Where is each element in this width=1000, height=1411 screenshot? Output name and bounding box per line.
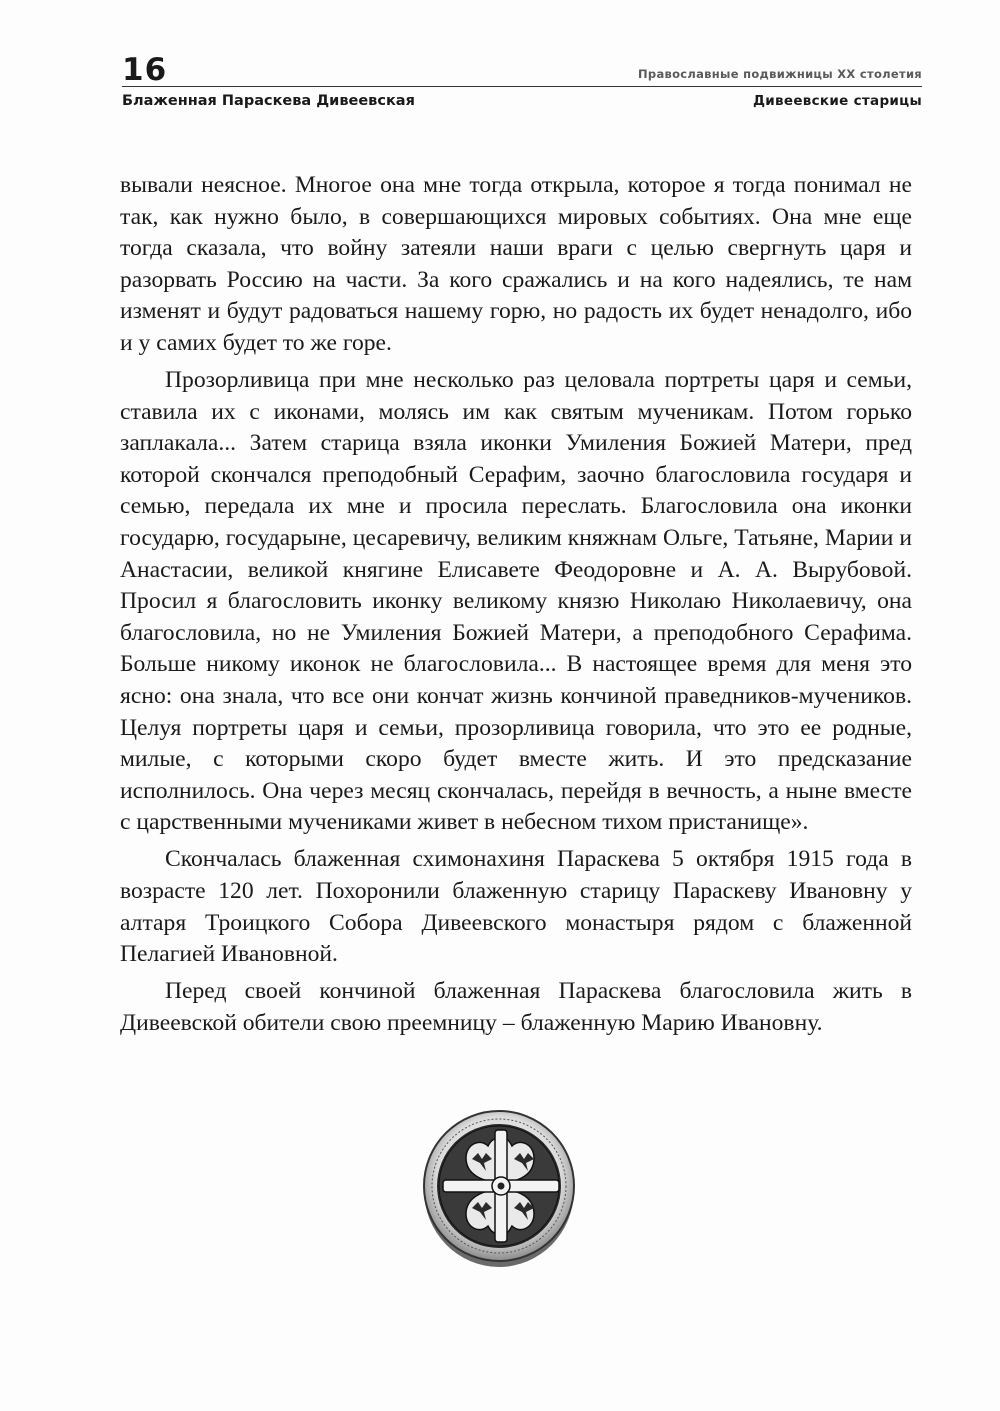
paragraph-4: Перед своей кончиной блаженная Параскева благословила жить в Дивеевской обители свою преемницу – блаженную Марию Ивановну. [120,978,912,1036]
chapter-title: Блаженная Параскева Дивеевская [122,93,415,109]
page-number: 16 [122,52,168,88]
book-title: Православные подвижницы XX столетия [637,67,922,81]
paragraph-1: вывали неясное. Многое она мне тогда открыла, которое я тогда понимал не так, как нужно было, в совершающихся мировых событиях. Она мне еще тогда сказала, что войну затеяли наши враги с целью свергнуть царя и разорвать Россию на части. За кого сражались и на кого надеялись, те нам изменят и будут радоваться нашему горю, но радость их будет ненадолго, ибо и у самих будет то же горе. [120,172,912,356]
header-divider [122,86,922,87]
section-title: Дивеевские старицы [752,93,922,109]
paragraph-3: Скончалась блаженная схимонахиня Параскева 5 октября 1915 года в возрасте 120 лет. Похоронили блаженную старицу Параскеву Ивановну у алтаря Троицкого Собора Дивеевского монастыря рядом с блаженной Пелагией Ивановной. [120,846,912,968]
body-text [120,170,912,1045]
round-cross-ornament-icon [422,1108,576,1268]
paragraph-2: Прозорливица при мне несколько раз целовала портреты царя и семьи, ставила их с иконами, молясь им как святым мученикам. Потом горько заплакала... Затем старица взяла иконки Умиления Божией Матери, пред которой скончался преподобный Серафим, заочно благословила государя и семью, передала их мне и просила переслать. Благословила она иконки государю, государыне, цесаревичу, великим княжнам Ольге, Татьяне, Марии и Анастасии, великой княгине Елисавете Феодоровне и А. А. Вырубовой. Просил я благословить иконку великому князю Николаю Николаевичу, она благословила, но не Умиления Божией Матери, а преподобного Серафима. Больше никому иконок не благословила... В настоящее время для меня это ясно: она знала, что все они кончат жизнь кончиной праведников-мучеников. Целуя портреты царя и семьи, прозорливица говорила, что это ее родные, милые, с которыми скоро будет вместе жить. И это предсказание исполнилось. Она через месяц скончалась, перейдя в вечность, а ныне вместе с царственными мучениками живет в небесном тихом пристанище». [120,367,912,836]
page-header [122,48,922,118]
